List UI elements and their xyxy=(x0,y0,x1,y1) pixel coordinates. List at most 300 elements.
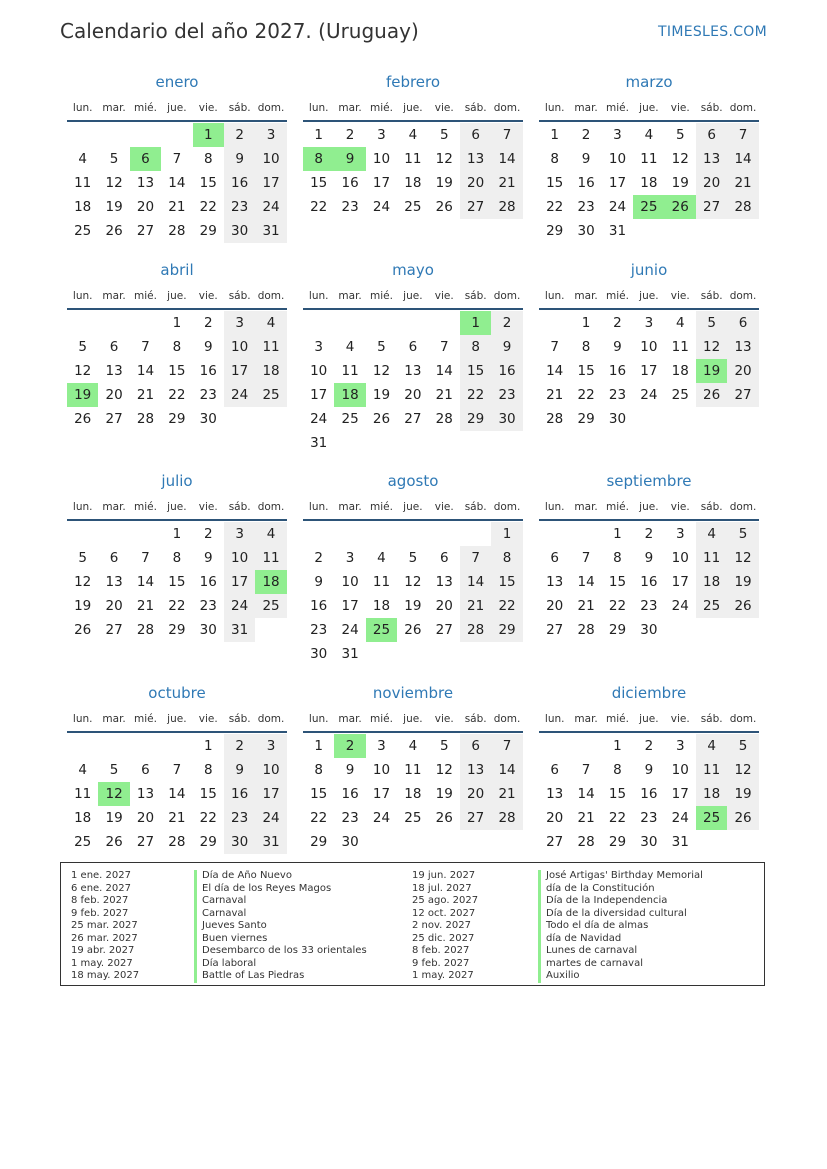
day-cell: 13 xyxy=(546,574,564,590)
weekday-label: vie. xyxy=(670,102,690,114)
day-cell: 31 xyxy=(255,219,286,243)
holiday-day-cell: 1 xyxy=(193,123,224,147)
day-cell: 20 xyxy=(696,171,727,195)
day-cell: 2 xyxy=(644,738,654,754)
day-cell: 3 xyxy=(345,550,355,566)
day-cell: 30 xyxy=(199,622,217,638)
day-cell: 22 xyxy=(310,199,328,215)
day-cell: 26 xyxy=(105,834,123,850)
day-cell: 21 xyxy=(460,594,491,618)
day-cell: 20 xyxy=(136,810,155,826)
day-cell: 19 xyxy=(74,598,92,614)
holiday-day-cell: 6 xyxy=(130,147,161,171)
weekday-label: dom. xyxy=(729,102,757,114)
empty-day-cell xyxy=(366,522,397,546)
day-cell: 11 xyxy=(372,574,391,590)
weekday-label: vie. xyxy=(198,501,218,513)
weekday-label: dom. xyxy=(257,290,285,302)
day-cell: 28 xyxy=(727,195,758,219)
weekday-label: mié. xyxy=(370,501,393,513)
weekday-label: vie. xyxy=(670,501,690,513)
day-grid xyxy=(539,123,759,243)
day-cell: 8 xyxy=(581,339,591,355)
day-cell: 23 xyxy=(224,806,255,830)
day-cell: 11 xyxy=(255,335,286,359)
day-cell: 15 xyxy=(168,363,186,379)
legend-date: 19 jun. 2027 xyxy=(412,870,476,881)
day-cell: 31 xyxy=(224,618,255,642)
legend-holiday-name: Buen viernes xyxy=(194,933,367,946)
day-cell: 21 xyxy=(136,598,155,614)
holiday-day-cell: 9 xyxy=(334,147,365,171)
legend-holiday-name: Día de la Independencia xyxy=(538,895,703,908)
day-cell: 24 xyxy=(608,199,627,215)
day-cell: 19 xyxy=(727,782,758,806)
day-cell: 1 xyxy=(491,522,522,546)
legend-dates-col-1 xyxy=(71,870,139,983)
weekday-label: lun. xyxy=(308,290,329,302)
day-cell: 12 xyxy=(372,363,391,379)
day-cell: 27 xyxy=(460,806,491,830)
weekday-label: lun. xyxy=(308,713,329,725)
day-cell: 10 xyxy=(224,335,255,359)
day-cell: 7 xyxy=(141,339,150,355)
day-cell: 24 xyxy=(372,810,391,826)
day-cell: 28 xyxy=(491,195,522,219)
day-cell: 23 xyxy=(640,810,658,826)
weekday-header xyxy=(67,284,287,310)
day-cell: 3 xyxy=(377,738,386,754)
day-cell: 16 xyxy=(199,363,217,379)
day-cell: 3 xyxy=(255,123,286,147)
day-cell: 23 xyxy=(608,387,627,403)
day-cell: 29 xyxy=(199,834,217,850)
brand-link[interactable]: TIMESLES.COM xyxy=(658,24,767,40)
day-cell: 28 xyxy=(491,806,522,830)
legend-holiday-name: Lunes de carnaval xyxy=(538,945,703,958)
day-cell: 29 xyxy=(491,618,522,642)
day-cell: 18 xyxy=(404,175,422,191)
day-cell: 16 xyxy=(224,782,255,806)
day-cell: 20 xyxy=(105,387,123,403)
weekday-label: lun. xyxy=(308,102,329,114)
empty-day-cell xyxy=(67,311,98,335)
day-cell: 14 xyxy=(546,363,564,379)
weekday-label: jue. xyxy=(639,501,659,513)
day-cell: 30 xyxy=(577,223,595,239)
empty-day-cell xyxy=(67,734,98,758)
day-grid xyxy=(303,311,523,455)
holiday-day-cell: 2 xyxy=(334,734,365,758)
day-cell: 8 xyxy=(613,550,622,566)
day-cell: 10 xyxy=(671,550,689,566)
empty-day-cell xyxy=(570,522,601,546)
day-cell: 4 xyxy=(675,315,685,331)
day-cell: 13 xyxy=(404,363,422,379)
legend-holiday-name: Carnaval xyxy=(194,908,367,921)
day-cell: 20 xyxy=(136,199,155,215)
day-cell: 19 xyxy=(372,387,391,403)
day-cell: 28 xyxy=(546,411,564,427)
weekday-label: mié. xyxy=(606,501,629,513)
empty-day-cell xyxy=(539,311,570,335)
day-cell: 16 xyxy=(341,786,359,802)
weekday-label: jue. xyxy=(403,713,423,725)
weekday-label: dom. xyxy=(729,290,757,302)
weekday-header xyxy=(67,96,287,122)
day-cell: 19 xyxy=(105,199,123,215)
day-cell: 13 xyxy=(105,574,123,590)
legend-date: 1 may. 2027 xyxy=(412,970,474,981)
day-cell: 31 xyxy=(310,435,328,451)
day-cell: 11 xyxy=(404,762,422,778)
weekday-label: dom. xyxy=(729,713,757,725)
day-cell: 23 xyxy=(341,199,359,215)
weekday-label: mar. xyxy=(338,290,362,302)
day-cell: 29 xyxy=(608,834,627,850)
empty-day-cell xyxy=(98,522,129,546)
day-cell: 15 xyxy=(546,175,564,191)
day-cell: 20 xyxy=(460,171,491,195)
day-cell: 8 xyxy=(203,762,213,778)
day-cell: 12 xyxy=(727,546,758,570)
day-cell: 21 xyxy=(168,199,186,215)
weekday-label: mar. xyxy=(574,501,598,513)
day-cell: 2 xyxy=(314,550,323,566)
day-cell: 21 xyxy=(577,810,595,826)
day-cell: 8 xyxy=(314,762,323,778)
day-cell: 14 xyxy=(136,574,155,590)
day-cell: 7 xyxy=(141,550,150,566)
day-cell: 24 xyxy=(224,594,255,618)
day-cell: 22 xyxy=(310,810,328,826)
weekday-label: mié. xyxy=(134,102,157,114)
holiday-legend xyxy=(60,862,765,986)
day-cell: 24 xyxy=(640,387,658,403)
empty-day-cell xyxy=(130,311,161,335)
day-cell: 3 xyxy=(377,127,386,143)
weekday-label: lun. xyxy=(544,290,565,302)
day-cell: 7 xyxy=(460,546,491,570)
day-cell: 13 xyxy=(727,335,758,359)
empty-day-cell xyxy=(460,522,491,546)
day-cell: 16 xyxy=(310,598,328,614)
day-cell: 29 xyxy=(199,223,217,239)
day-cell: 12 xyxy=(671,151,689,167)
weekday-label: vie. xyxy=(670,713,690,725)
day-cell: 28 xyxy=(136,411,155,427)
day-cell: 23 xyxy=(640,598,658,614)
weekday-label: mar. xyxy=(574,713,598,725)
day-cell: 3 xyxy=(255,734,286,758)
day-cell: 7 xyxy=(491,123,522,147)
day-cell: 21 xyxy=(168,810,186,826)
day-cell: 30 xyxy=(310,646,328,662)
day-cell: 10 xyxy=(372,762,391,778)
day-cell: 9 xyxy=(224,147,255,171)
day-cell: 21 xyxy=(727,171,758,195)
weekday-label: jue. xyxy=(639,290,659,302)
day-grid xyxy=(303,734,523,854)
weekday-label: lun. xyxy=(308,501,329,513)
day-cell: 30 xyxy=(608,411,627,427)
day-cell: 3 xyxy=(644,315,654,331)
day-cell: 28 xyxy=(460,618,491,642)
empty-day-cell xyxy=(67,123,98,147)
month-name: marzo xyxy=(625,73,673,91)
day-cell: 29 xyxy=(460,407,491,431)
weekday-label: sáb. xyxy=(228,102,251,114)
day-cell: 20 xyxy=(105,598,123,614)
day-cell: 30 xyxy=(341,834,359,850)
day-cell: 17 xyxy=(255,782,286,806)
day-cell: 31 xyxy=(341,646,359,662)
legend-date: 8 feb. 2027 xyxy=(71,895,129,906)
month-junio xyxy=(539,260,759,431)
day-cell: 19 xyxy=(727,570,758,594)
day-cell: 22 xyxy=(199,199,217,215)
day-cell: 4 xyxy=(377,550,386,566)
day-cell: 26 xyxy=(435,810,453,826)
day-cell: 9 xyxy=(644,762,654,778)
day-cell: 18 xyxy=(74,199,92,215)
weekday-label: jue. xyxy=(403,501,423,513)
weekday-label: vie. xyxy=(670,290,690,302)
day-cell: 3 xyxy=(675,738,685,754)
day-cell: 4 xyxy=(408,738,418,754)
day-cell: 26 xyxy=(696,383,727,407)
weekday-label: mié. xyxy=(606,102,629,114)
weekday-label: mar. xyxy=(102,713,126,725)
day-cell: 12 xyxy=(404,574,422,590)
day-cell: 25 xyxy=(696,594,727,618)
weekday-label: mié. xyxy=(370,713,393,725)
day-cell: 27 xyxy=(696,195,727,219)
day-grid xyxy=(67,522,287,642)
day-cell: 4 xyxy=(345,339,355,355)
empty-day-cell xyxy=(303,522,334,546)
weekday-label: lun. xyxy=(544,102,565,114)
day-cell: 11 xyxy=(74,786,92,802)
day-cell: 26 xyxy=(727,806,758,830)
day-cell: 15 xyxy=(608,574,627,590)
month-agosto xyxy=(303,471,523,666)
day-cell: 30 xyxy=(224,219,255,243)
weekday-header xyxy=(303,707,523,733)
day-cell: 8 xyxy=(491,546,522,570)
weekday-label: jue. xyxy=(639,102,659,114)
day-cell: 29 xyxy=(168,411,186,427)
day-cell: 16 xyxy=(341,175,359,191)
empty-day-cell xyxy=(130,123,161,147)
day-grid xyxy=(303,522,523,666)
day-cell: 24 xyxy=(224,383,255,407)
day-cell: 9 xyxy=(581,151,591,167)
day-cell: 13 xyxy=(435,574,453,590)
day-cell: 10 xyxy=(608,151,627,167)
day-cell: 14 xyxy=(136,363,155,379)
day-cell: 14 xyxy=(168,786,186,802)
weekday-header xyxy=(539,96,759,122)
weekday-label: sáb. xyxy=(700,102,723,114)
day-cell: 27 xyxy=(460,195,491,219)
weekday-header xyxy=(539,707,759,733)
day-cell: 11 xyxy=(640,151,658,167)
weekday-label: mié. xyxy=(606,290,629,302)
holiday-day-cell: 25 xyxy=(366,618,397,642)
weekday-header xyxy=(303,284,523,310)
day-cell: 20 xyxy=(435,598,453,614)
day-cell: 27 xyxy=(727,383,758,407)
day-cell: 29 xyxy=(577,411,595,427)
weekday-label: lun. xyxy=(72,102,93,114)
day-cell: 19 xyxy=(671,175,689,191)
weekday-label: dom. xyxy=(493,102,521,114)
day-cell: 14 xyxy=(168,175,186,191)
day-cell: 19 xyxy=(435,786,453,802)
empty-day-cell xyxy=(334,311,365,335)
day-cell: 9 xyxy=(224,758,255,782)
day-cell: 22 xyxy=(546,199,564,215)
day-cell: 27 xyxy=(546,622,564,638)
legend-holiday-name: Día de la diversidad cultural xyxy=(538,908,703,921)
weekday-label: mié. xyxy=(134,501,157,513)
day-cell: 26 xyxy=(727,594,758,618)
day-cell: 6 xyxy=(550,550,559,566)
month-name: noviembre xyxy=(372,684,454,702)
day-cell: 13 xyxy=(136,175,155,191)
weekday-label: vie. xyxy=(198,102,218,114)
day-cell: 1 xyxy=(203,738,213,754)
day-cell: 22 xyxy=(460,383,491,407)
day-cell: 3 xyxy=(613,127,622,143)
legend-names-col-1 xyxy=(194,870,367,983)
day-cell: 14 xyxy=(460,570,491,594)
day-cell: 10 xyxy=(310,363,328,379)
day-cell: 5 xyxy=(78,339,87,355)
day-cell: 26 xyxy=(105,223,123,239)
day-cell: 25 xyxy=(404,199,422,215)
day-cell: 20 xyxy=(460,782,491,806)
day-cell: 4 xyxy=(696,734,727,758)
weekday-label: jue. xyxy=(403,102,423,114)
weekday-label: vie. xyxy=(434,501,454,513)
day-cell: 10 xyxy=(341,574,359,590)
weekday-label: dom. xyxy=(493,713,521,725)
day-cell: 17 xyxy=(310,387,328,403)
legend-date: 6 ene. 2027 xyxy=(71,882,131,894)
empty-day-cell xyxy=(98,734,129,758)
day-cell: 17 xyxy=(255,171,286,195)
day-cell: 25 xyxy=(404,810,422,826)
weekday-label: dom. xyxy=(257,102,285,114)
day-grid xyxy=(67,123,287,243)
empty-day-cell xyxy=(98,311,129,335)
day-cell: 7 xyxy=(550,339,559,355)
empty-day-cell xyxy=(429,311,460,335)
weekday-label: dom. xyxy=(493,501,521,513)
day-cell: 19 xyxy=(404,598,422,614)
weekday-label: sáb. xyxy=(700,501,723,513)
day-cell: 24 xyxy=(671,598,689,614)
day-cell: 26 xyxy=(74,411,92,427)
day-cell: 20 xyxy=(546,810,564,826)
day-cell: 23 xyxy=(341,810,359,826)
month-name: febrero xyxy=(385,73,441,91)
weekday-label: vie. xyxy=(434,290,454,302)
day-cell: 25 xyxy=(74,223,92,239)
weekday-label: mié. xyxy=(134,290,157,302)
day-cell: 12 xyxy=(727,758,758,782)
day-cell: 15 xyxy=(491,570,522,594)
weekday-label: mié. xyxy=(370,102,393,114)
day-cell: 23 xyxy=(199,387,217,403)
holiday-day-cell: 25 xyxy=(696,806,727,830)
empty-day-cell xyxy=(539,522,570,546)
empty-day-cell xyxy=(161,123,192,147)
day-cell: 15 xyxy=(199,175,217,191)
day-cell: 25 xyxy=(255,594,286,618)
day-cell: 22 xyxy=(608,598,627,614)
day-cell: 29 xyxy=(310,834,328,850)
legend-date: 19 abr. 2027 xyxy=(71,945,135,956)
day-cell: 5 xyxy=(696,311,727,335)
day-cell: 24 xyxy=(255,806,286,830)
month-octubre xyxy=(67,683,287,854)
day-cell: 31 xyxy=(671,834,689,850)
legend-date: 18 jul. 2027 xyxy=(412,882,472,894)
day-cell: 9 xyxy=(345,762,355,778)
day-cell: 1 xyxy=(550,127,559,143)
day-cell: 9 xyxy=(613,339,622,355)
empty-day-cell xyxy=(397,522,428,546)
day-cell: 17 xyxy=(640,363,658,379)
day-cell: 27 xyxy=(404,411,422,427)
holiday-day-cell: 18 xyxy=(334,383,365,407)
weekday-label: lun. xyxy=(72,713,93,725)
day-cell: 25 xyxy=(341,411,359,427)
weekday-label: jue. xyxy=(167,501,187,513)
day-cell: 3 xyxy=(224,522,255,546)
legend-holiday-name: Auxilio xyxy=(538,970,703,983)
legend-holiday-name: Battle of Las Piedras xyxy=(194,970,367,983)
day-cell: 12 xyxy=(435,151,453,167)
day-cell: 24 xyxy=(255,195,286,219)
day-cell: 17 xyxy=(372,175,391,191)
day-cell: 7 xyxy=(491,734,522,758)
weekday-label: sáb. xyxy=(464,501,487,513)
day-cell: 11 xyxy=(74,175,92,191)
day-cell: 23 xyxy=(577,199,595,215)
day-cell: 1 xyxy=(314,127,323,143)
day-cell: 4 xyxy=(78,151,87,167)
month-julio xyxy=(67,471,287,642)
day-cell: 10 xyxy=(224,546,255,570)
day-cell: 6 xyxy=(727,311,758,335)
day-cell: 1 xyxy=(613,738,622,754)
month-name: enero xyxy=(155,73,199,91)
day-cell: 7 xyxy=(727,123,758,147)
holiday-day-cell: 26 xyxy=(665,195,696,219)
day-cell: 22 xyxy=(577,387,595,403)
day-cell: 10 xyxy=(671,762,689,778)
day-cell: 24 xyxy=(341,622,359,638)
day-cell: 4 xyxy=(255,522,286,546)
legend-date: 26 mar. 2027 xyxy=(71,932,138,944)
legend-date: 25 ago. 2027 xyxy=(412,895,479,906)
day-cell: 28 xyxy=(168,223,186,239)
legend-date: 9 feb. 2027 xyxy=(412,957,470,969)
